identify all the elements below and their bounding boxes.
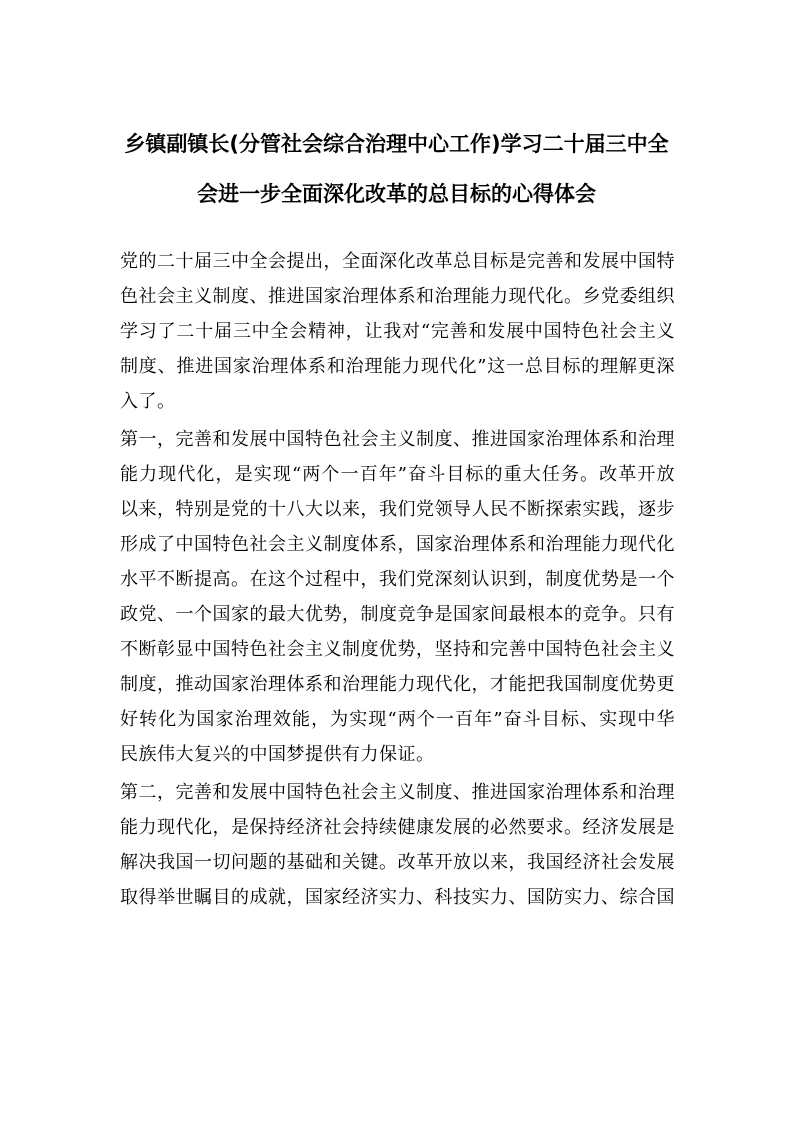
text-line: 能力现代化，是保持经济社会持续健康发展的必然要求。经济发展是 [120,817,675,838]
text-line: 以来，特别是党的十八大以来，我们党领导人民不断探索实践，逐步 [120,499,675,520]
document-body [120,244,675,915]
text-line: 政党、一个国家的最大优势，制度竞争是国家间最根本的竞争。只有 [120,604,675,625]
text-line: 第二，完善和发展中国特色社会主义制度、推进国家治理体系和治理 [120,782,675,803]
text-line: 制度，推动国家治理体系和治理能力现代化，才能把我国制度优势更 [120,674,675,695]
text-line: 制度、推进国家治理体系和治理能力现代化”这一总目标的理解更深 [120,356,675,377]
document-title-line-2: 会进一步全面深化改革的总目标的心得体会 [197,182,596,206]
paragraph-intro [120,244,675,419]
text-line: 水平不断提高。在这个过程中，我们党深刻认识到，制度优势是一个 [120,569,675,590]
text-line: 好转化为国家治理效能，为实现“两个一百年”奋斗目标、实现中华 [120,709,675,730]
text-line: 民族伟大复兴的中国梦提供有力保证。 [120,744,435,765]
text-line: 党的二十届三中全会提出，全面深化改革总目标是完善和发展中国特 [120,251,675,272]
text-line: 取得举世瞩目的成就，国家经济实力、科技实力、国防实力、综合国 [120,887,675,908]
text-line: 学习了二十届三中全会精神，让我对“完善和发展中国特色社会主义 [120,321,675,342]
text-line: 入了。 [120,391,176,412]
paragraph-first-point [120,422,675,772]
text-line: 能力现代化，是实现“两个一百年”奋斗目标的重大任务。改革开放 [120,464,675,485]
paragraph-second-point [120,775,675,915]
document-title-line-1: 乡镇副镇长(分管社会综合治理中心工作)学习二十届三中全 [124,132,669,156]
text-line: 解决我国一切问题的基础和关键。改革开放以来，我国经济社会发展 [120,852,675,873]
text-line: 色社会主义制度、推进国家治理体系和治理能力现代化。乡党委组织 [120,286,675,307]
text-line: 不断彰显中国特色社会主义制度优势，坚持和完善中国特色社会主义 [120,639,675,660]
text-line: 形成了中国特色社会主义制度体系，国家治理体系和治理能力现代化 [120,534,675,555]
text-line: 第一，完善和发展中国特色社会主义制度、推进国家治理体系和治理 [120,429,675,450]
